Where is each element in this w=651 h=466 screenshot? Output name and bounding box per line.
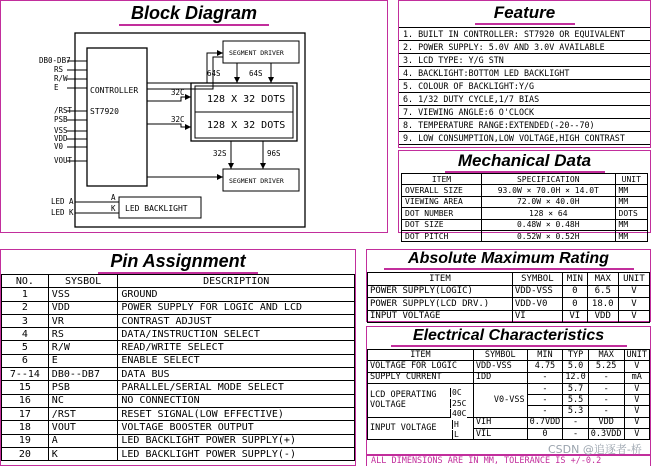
feature-item xyxy=(399,67,650,80)
electrical-cell: - xyxy=(527,395,563,406)
feature-item-text: 2. POWER SUPPLY: 5.0V AND 3.0V AVAILABLE xyxy=(399,41,650,54)
pin-cell: NO CONNECTION xyxy=(118,394,355,407)
mechanical-cell: MM xyxy=(615,219,647,230)
pin-panel xyxy=(0,249,356,466)
table-row xyxy=(2,288,355,301)
electrical-cell: V0-VSS xyxy=(473,383,527,417)
electrical-header: ITEM xyxy=(368,350,474,361)
pin-cell: 2 xyxy=(2,301,49,314)
pin-cell: NC xyxy=(48,394,118,407)
electrical-cell: - xyxy=(527,406,563,417)
table-row xyxy=(368,310,650,323)
electrical-cell: - xyxy=(563,417,588,428)
absolute-header: MAX xyxy=(587,273,618,286)
pin-cell: ENABLE SELECT xyxy=(118,354,355,367)
table-row xyxy=(368,298,650,311)
mechanical-table xyxy=(401,173,648,242)
pin-cell: 1 xyxy=(2,288,49,301)
electrical-cell: V xyxy=(624,417,649,428)
led-a-pin: A xyxy=(111,193,116,202)
absolute-header: UNIT xyxy=(618,273,649,286)
led-k-pin: K xyxy=(111,204,116,213)
pin-cell: 19 xyxy=(2,434,49,447)
controller-label: CONTROLLER xyxy=(90,86,139,95)
mechanical-header: UNIT xyxy=(615,174,647,185)
pin-cell: VSS xyxy=(48,288,118,301)
pin-cell: PSB xyxy=(48,381,118,394)
pin-cell: 17 xyxy=(2,407,49,420)
pin-cell: A xyxy=(48,434,118,447)
pin-cell: /RST xyxy=(48,407,118,420)
mechanical-cell: 0.48W × 0.48H xyxy=(482,219,616,230)
mechanical-cell: OVERALL SIZE xyxy=(402,185,482,196)
table-row xyxy=(2,354,355,367)
electrical-cell: 12.0 xyxy=(563,372,588,383)
bus-64s-b: 64S xyxy=(249,69,263,78)
feature-title: Feature xyxy=(399,3,650,25)
mechanical-cell: MM xyxy=(615,185,647,196)
pin-label-vout: VOUT xyxy=(54,156,73,165)
electrical-cell: 0.3VDD xyxy=(588,429,624,440)
bus-32c-a: 32C xyxy=(171,88,185,97)
pin-cell: DATA BUS xyxy=(118,368,355,381)
electrical-cell: 0 xyxy=(527,429,563,440)
pin-label-rst: /RST xyxy=(54,106,73,115)
absolute-cell: VDD-VSS xyxy=(512,285,562,298)
pin-cell: VOUT xyxy=(48,421,118,434)
electrical-cell: - xyxy=(588,372,624,383)
pin-cell: DB0--DB7 xyxy=(48,368,118,381)
table-row xyxy=(402,196,648,207)
electrical-cell: 5.25 xyxy=(588,361,624,372)
absolute-title: Absolute Maximum Rating xyxy=(367,250,650,270)
electrical-cell: - xyxy=(588,395,624,406)
electrical-header: SYMBOL xyxy=(473,350,527,361)
feature-item-text: 7. VIEWING ANGLE:6 O'CLOCK xyxy=(399,106,650,119)
absolute-header: MIN xyxy=(562,273,587,286)
pin-label-rw: R/W xyxy=(54,74,68,83)
electrical-cell: LCD OPERATING VOLTAGE xyxy=(368,383,474,417)
feature-item-text: 9. LOW CONSUMPTION,LOW VOLTAGE,HIGH CONTRAST xyxy=(399,132,650,145)
pin-label-db: DB0-DB7 xyxy=(39,56,71,65)
table-row xyxy=(2,328,355,341)
electrical-cell: V xyxy=(624,361,649,372)
electrical-header: TYP xyxy=(563,350,588,361)
mechanical-cell: DOT PITCH xyxy=(402,230,482,241)
absolute-cell: 6.5 xyxy=(587,285,618,298)
segment-driver-top-label: SEGMENT DRIVER xyxy=(229,49,284,57)
electrical-cell: V xyxy=(624,429,649,440)
pin-cell: 20 xyxy=(2,447,49,460)
feature-panel xyxy=(398,0,651,148)
feature-item xyxy=(399,28,650,41)
feature-item xyxy=(399,41,650,54)
dots-bottom-label: 128 X 32 DOTS xyxy=(207,120,286,131)
electrical-header: UNIT xyxy=(624,350,649,361)
feature-item-text: 5. COLOUR OF BACKLIGHT:Y/G xyxy=(399,80,650,93)
electrical-sub-label: L xyxy=(454,430,459,439)
pin-cell: 7--14 xyxy=(2,368,49,381)
electrical-cell: - xyxy=(527,383,563,394)
feature-item xyxy=(399,80,650,93)
electrical-cell: 5.0 xyxy=(563,361,588,372)
electrical-cell: - xyxy=(588,383,624,394)
table-row xyxy=(2,314,355,327)
block-diagram-title: Block Diagram xyxy=(1,3,387,26)
electrical-cell: 5.5 xyxy=(563,395,588,406)
feature-item xyxy=(399,132,650,145)
absolute-cell: V xyxy=(618,298,649,311)
dimensions-note: ALL DIMENSIONS ARE IN MM, TOLERANCE IS +/-0.2 xyxy=(366,455,651,466)
pin-cell: 16 xyxy=(2,394,49,407)
pin-cell: VDD xyxy=(48,301,118,314)
mechanical-header: ITEM xyxy=(402,174,482,185)
pin-cell: 6 xyxy=(2,354,49,367)
electrical-sub-label: 40C xyxy=(452,409,467,418)
bus-32c-b: 32C xyxy=(171,115,185,124)
pin-cell: RS xyxy=(48,328,118,341)
table-row xyxy=(2,368,355,381)
feature-item xyxy=(399,93,650,106)
pin-label-psb: PSB xyxy=(54,115,68,124)
feature-item-text: 4. BACKLIGHT:BOTTOM LED BACKLIGHT xyxy=(399,67,650,80)
pin-table xyxy=(1,274,355,461)
pin-label-rs: RS xyxy=(54,65,64,74)
table-row xyxy=(402,219,648,230)
pin-cell: R/W xyxy=(48,341,118,354)
absolute-table xyxy=(367,272,650,323)
electrical-title: Electrical Characteristics xyxy=(367,327,650,347)
dots-top-label: 128 X 32 DOTS xyxy=(207,94,286,105)
absolute-cell: V xyxy=(618,285,649,298)
electrical-cell: V xyxy=(624,395,649,406)
feature-item-text: 8. TEMPERATURE RANGE:EXTENDED(-20--70) xyxy=(399,119,650,132)
electrical-header: MIN xyxy=(527,350,563,361)
pin-cell: 18 xyxy=(2,421,49,434)
electrical-cell: IDD xyxy=(473,372,527,383)
electrical-panel xyxy=(366,326,651,455)
electrical-cell: SUPPLY CURRENT xyxy=(368,372,474,383)
pin-header: DESCRIPTION xyxy=(118,275,355,288)
table-row xyxy=(2,381,355,394)
table-row xyxy=(368,361,650,372)
electrical-cell: - xyxy=(563,429,588,440)
feature-item xyxy=(399,54,650,67)
table-row xyxy=(402,230,648,241)
pin-cell: LED BACKLIGHT POWER SUPPLY(-) xyxy=(118,447,355,460)
absolute-cell: VI xyxy=(512,310,562,323)
pin-cell: PARALLEL/SERIAL MODE SELECT xyxy=(118,381,355,394)
electrical-cell: mA xyxy=(624,372,649,383)
electrical-cell: V xyxy=(624,406,649,417)
electrical-cell: VDD xyxy=(588,417,624,428)
block-diagram-svg xyxy=(1,1,387,232)
pin-cell: RESET SIGNAL(LOW EFFECTIVE) xyxy=(118,407,355,420)
pin-cell: E xyxy=(48,354,118,367)
absolute-cell: VDD xyxy=(587,310,618,323)
table-row xyxy=(402,185,648,196)
electrical-cell: VOLTAGE FOR LOGIC xyxy=(368,361,474,372)
table-row xyxy=(368,417,650,428)
electrical-cell: V xyxy=(624,383,649,394)
pin-cell: POWER SUPPLY FOR LOGIC AND LCD xyxy=(118,301,355,314)
table-row xyxy=(368,372,650,383)
electrical-cell: VIH xyxy=(473,417,527,428)
mechanical-cell: DOT SIZE xyxy=(402,219,482,230)
mechanical-panel xyxy=(398,150,651,241)
bus-96s: 96S xyxy=(267,149,281,158)
mechanical-cell: DOT NUMBER xyxy=(402,208,482,219)
table-row xyxy=(368,285,650,298)
pin-header: SYSBOL xyxy=(48,275,118,288)
pin-cell: LED BACKLIGHT POWER SUPPLY(+) xyxy=(118,434,355,447)
electrical-sub-label: H xyxy=(454,420,459,429)
table-row xyxy=(368,383,650,394)
pin-label-vss: VSS xyxy=(54,126,68,135)
led-k-label: LED K xyxy=(51,208,74,217)
pin-title: Pin Assignment xyxy=(1,251,355,274)
absolute-cell: VDD-V0 xyxy=(512,298,562,311)
absolute-cell: 18.0 xyxy=(587,298,618,311)
mechanical-cell: MM xyxy=(615,196,647,207)
absolute-cell: 0 xyxy=(562,285,587,298)
electrical-cell: VDD-VSS xyxy=(473,361,527,372)
mechanical-cell: MM xyxy=(615,230,647,241)
table-row xyxy=(2,447,355,460)
pin-cell: GROUND xyxy=(118,288,355,301)
mechanical-title: Mechanical Data xyxy=(399,151,650,173)
table-row xyxy=(2,394,355,407)
mechanical-cell: 72.0W × 40.0H xyxy=(482,196,616,207)
pin-cell: READ/WRITE SELECT xyxy=(118,341,355,354)
table-row xyxy=(2,341,355,354)
electrical-cell: VIL xyxy=(473,429,527,440)
mechanical-cell: DOTS xyxy=(615,208,647,219)
pin-cell: DATA/INSTRUCTION SELECT xyxy=(118,328,355,341)
led-a-label: LED A xyxy=(51,197,74,206)
mechanical-cell: 128 × 64 xyxy=(482,208,616,219)
pin-cell: VOLTAGE BOOSTER OUTPUT xyxy=(118,421,355,434)
absolute-cell: VI xyxy=(562,310,587,323)
electrical-table xyxy=(367,349,650,440)
controller-chip-label: ST7920 xyxy=(90,107,119,116)
electrical-cell: 0.7VDD xyxy=(527,417,563,428)
feature-item-text: 6. 1/32 DUTY CYCLE,1/7 BIAS xyxy=(399,93,650,106)
absolute-panel xyxy=(366,249,651,322)
pin-header: NO. xyxy=(2,275,49,288)
electrical-cell: INPUT VOLTAGE xyxy=(368,417,474,440)
electrical-header: MAX xyxy=(588,350,624,361)
mechanical-cell: 0.52W × 0.52H xyxy=(482,230,616,241)
pin-label-v0: V0 xyxy=(54,142,64,151)
electrical-cell: 4.75 xyxy=(527,361,563,372)
controller-box xyxy=(87,48,147,186)
watermark: CSDN @追逐者-桥 xyxy=(548,443,642,456)
absolute-header: SYMBOL xyxy=(512,273,562,286)
electrical-cell: - xyxy=(588,406,624,417)
absolute-header: ITEM xyxy=(368,273,513,286)
pin-cell: 15 xyxy=(2,381,49,394)
mechanical-header: SPECIFICATION xyxy=(482,174,616,185)
absolute-cell: POWER SUPPLY(LCD DRV.) xyxy=(368,298,513,311)
electrical-sub-label: 25C xyxy=(452,399,467,408)
led-backlight-label: LED BACKLIGHT xyxy=(125,204,188,213)
pin-cell: CONTRAST ADJUST xyxy=(118,314,355,327)
absolute-cell: V xyxy=(618,310,649,323)
table-row xyxy=(402,208,648,219)
feature-item xyxy=(399,106,650,119)
bus-32s: 32S xyxy=(213,149,227,158)
absolute-cell: INPUT VOLTAGE xyxy=(368,310,513,323)
pin-cell: K xyxy=(48,447,118,460)
table-row xyxy=(2,407,355,420)
electrical-sub-label: 0C xyxy=(452,388,462,397)
segment-driver-bottom-label: SEGMENT DRIVER xyxy=(229,177,284,185)
pin-cell: 5 xyxy=(2,341,49,354)
electrical-cell: 5.7 xyxy=(563,383,588,394)
mechanical-cell: VIEWING AREA xyxy=(402,196,482,207)
table-row xyxy=(2,434,355,447)
absolute-cell: 0 xyxy=(562,298,587,311)
mechanical-cell: 93.0W × 70.0H × 14.0T xyxy=(482,185,616,196)
block-diagram-panel xyxy=(0,0,388,233)
table-row xyxy=(2,301,355,314)
electrical-cell: - xyxy=(527,372,563,383)
pin-cell: 4 xyxy=(2,328,49,341)
electrical-cell: 5.3 xyxy=(563,406,588,417)
table-row xyxy=(2,421,355,434)
feature-list xyxy=(399,27,650,145)
pin-cell: VR xyxy=(48,314,118,327)
pin-cell: 3 xyxy=(2,314,49,327)
feature-item xyxy=(399,119,650,132)
pin-label-e: E xyxy=(54,83,59,92)
feature-item-text: 1. BUILT IN CONTROLLER: ST7920 OR EQUIVALENT xyxy=(399,28,650,41)
pin-label-vdd: VDD xyxy=(54,134,68,143)
feature-item-text: 3. LCD TYPE: Y/G STN xyxy=(399,54,650,67)
absolute-cell: POWER SUPPLY(LOGIC) xyxy=(368,285,513,298)
bus-64s-a: 64S xyxy=(207,69,221,78)
